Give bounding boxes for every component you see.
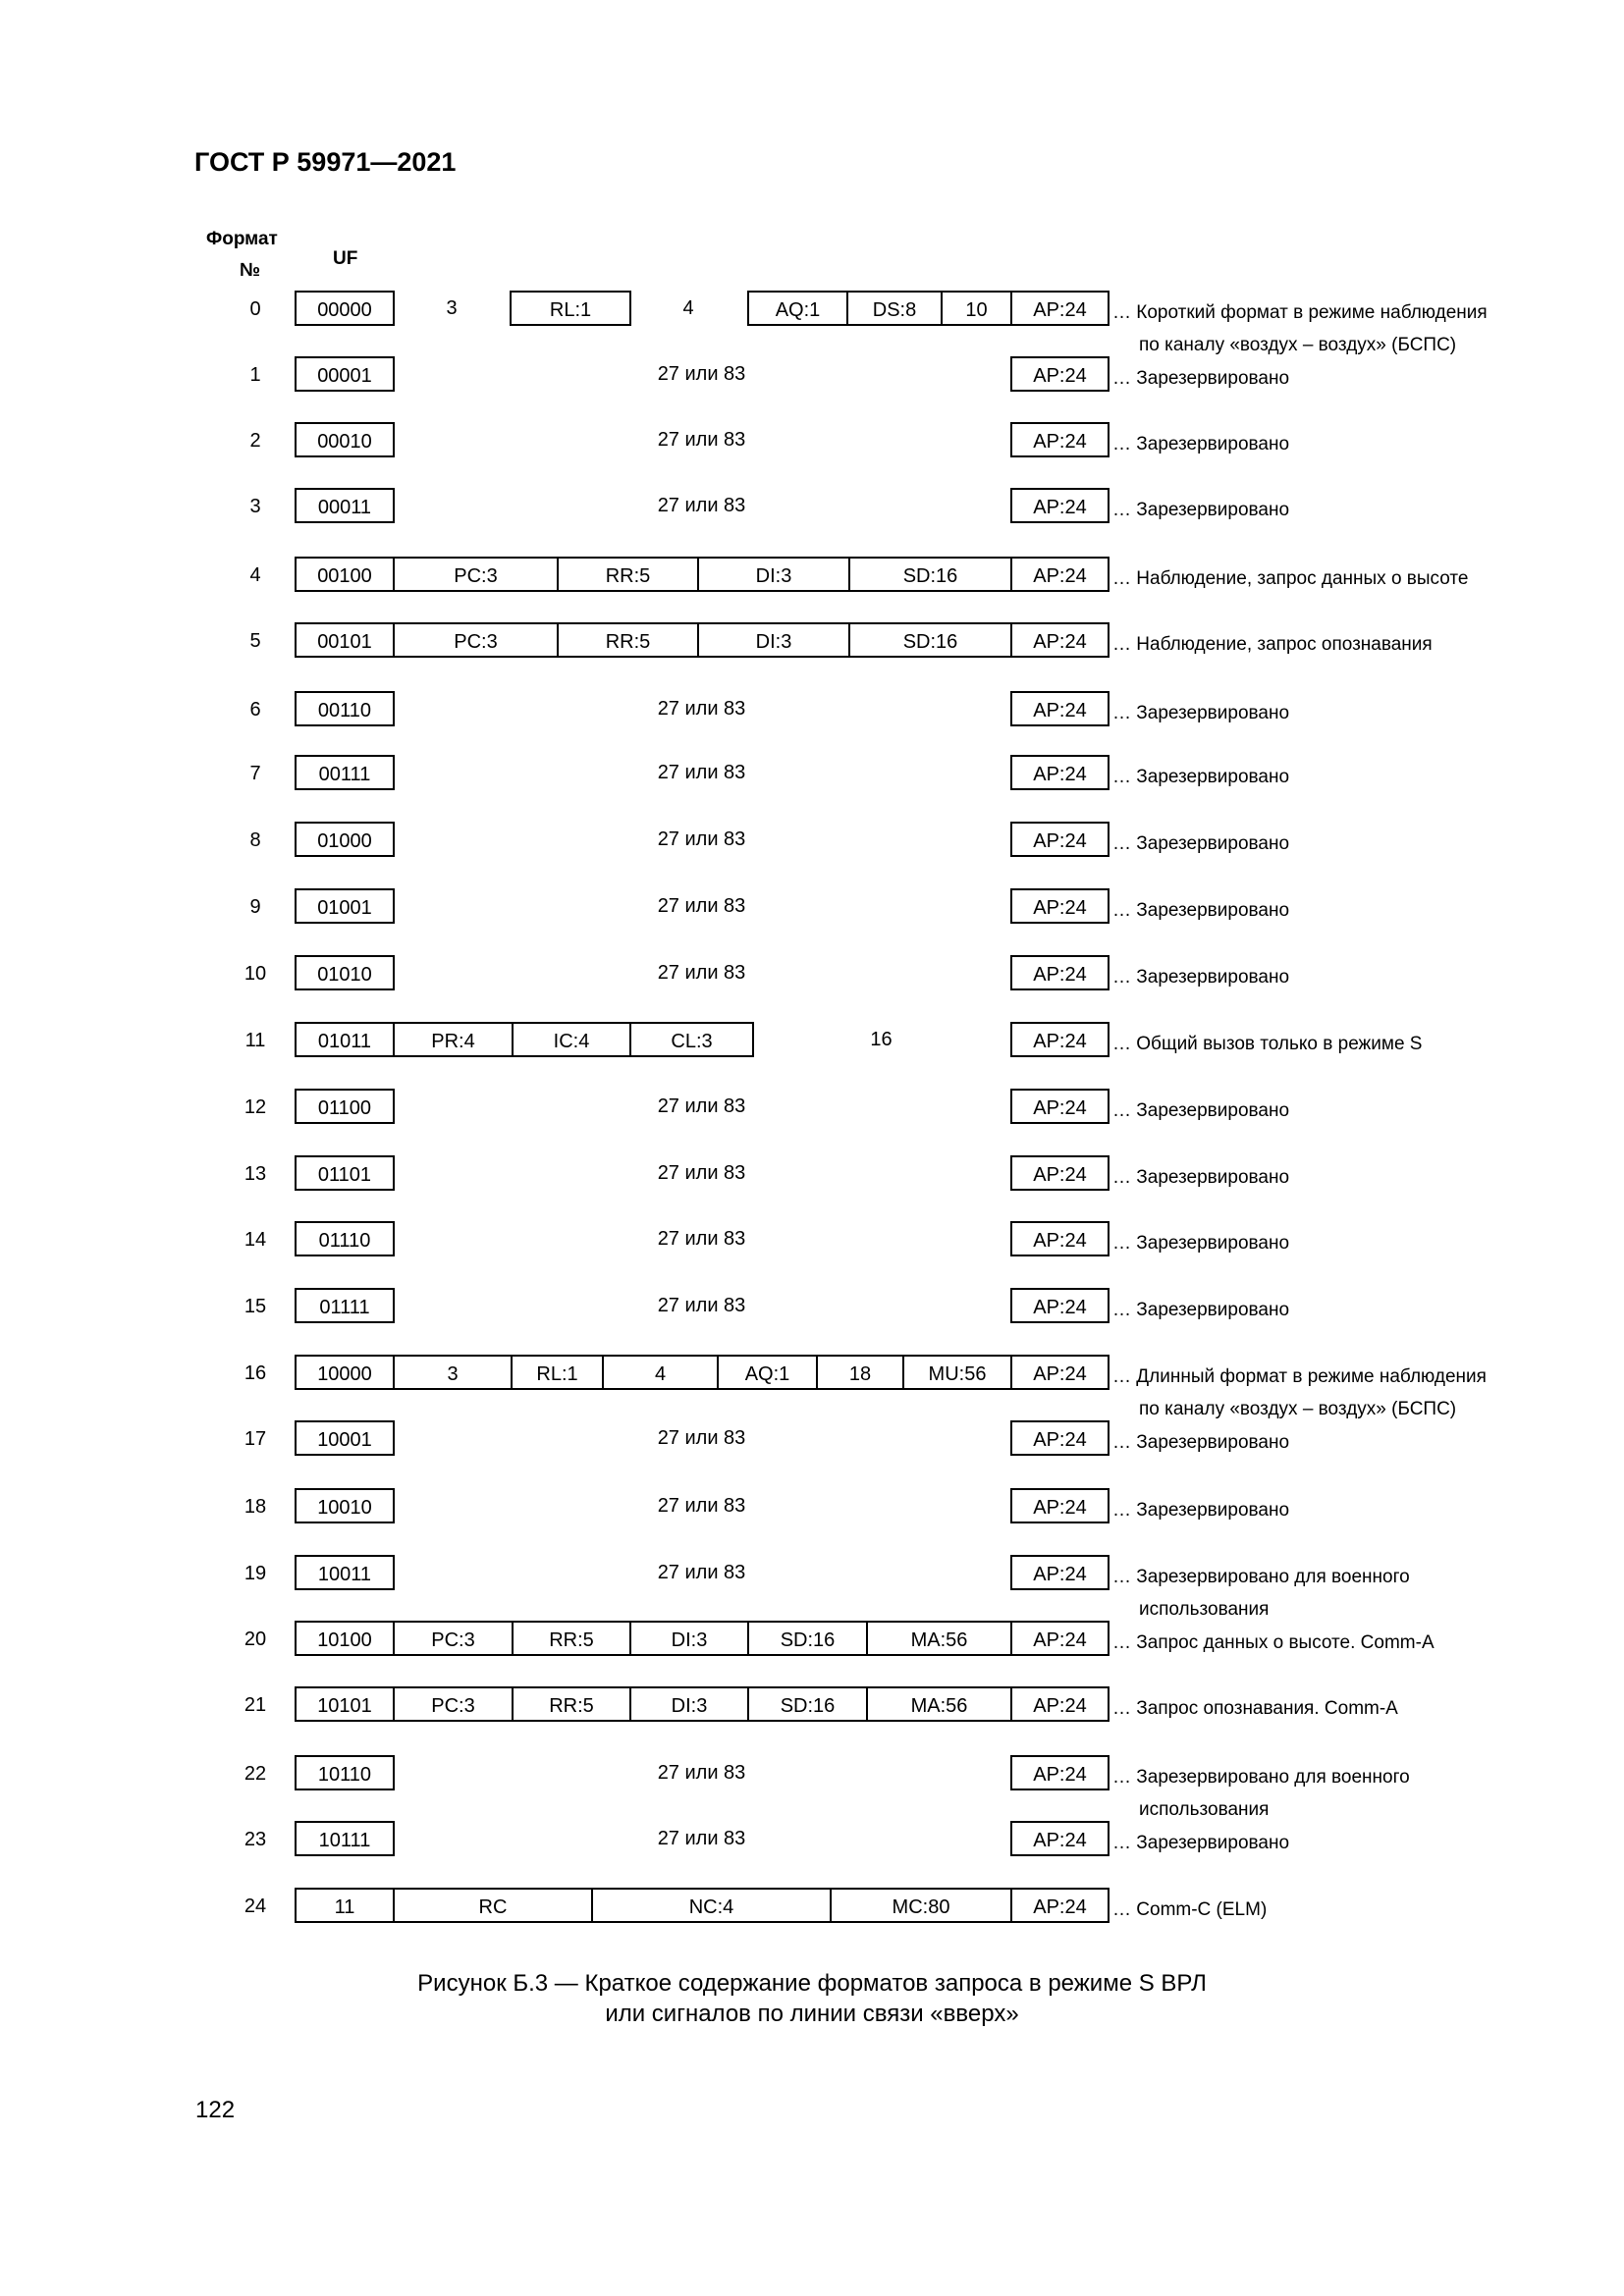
description-line: … Зарезервировано: [1112, 1833, 1290, 1853]
format-description: [1112, 697, 1289, 729]
format-row: [0, 1355, 1624, 1419]
description-line: … Зарезервировано: [1112, 703, 1290, 723]
bit-field-box: MU:56: [902, 1355, 1012, 1390]
format-description: [1112, 1294, 1289, 1326]
format-row: [0, 1755, 1624, 1820]
bit-count-label: 27 или 83: [657, 1495, 746, 1517]
bit-field-box: 10000: [295, 1355, 395, 1390]
bit-count-label: 16: [870, 1029, 893, 1050]
format-number: 13: [244, 1163, 267, 1185]
format-number: 22: [244, 1763, 267, 1785]
bit-field-box: 11: [295, 1888, 395, 1923]
bit-field-box: 10010: [295, 1488, 395, 1523]
caption-line-1: Рисунок Б.3 — Краткое содержание форматов запроса в режиме S ВРЛ: [417, 1970, 1207, 1997]
bit-field-box: AP:24: [1010, 1221, 1110, 1256]
bit-field-box: DI:3: [697, 622, 850, 658]
description-line: … Зарезервировано: [1112, 500, 1290, 520]
bit-field-box: SD:16: [848, 622, 1012, 658]
format-number: 11: [244, 1030, 266, 1051]
description-line: … Запрос данных о высоте. Comm-A: [1112, 1632, 1435, 1653]
bit-field-box: AP:24: [1010, 1755, 1110, 1790]
bit-field-box: 00100: [295, 557, 395, 592]
bit-field-box: PC:3: [393, 622, 559, 658]
format-row: [0, 622, 1624, 660]
bit-field-box: AP:24: [1010, 822, 1110, 857]
bit-field-box: 10111: [295, 1821, 395, 1856]
bit-field-box: AP:24: [1010, 1888, 1110, 1923]
description-line: использования: [1139, 1599, 1270, 1620]
bit-field-box: AP:24: [1010, 1155, 1110, 1191]
bit-field-box: NC:4: [591, 1888, 832, 1923]
format-number: 9: [249, 896, 261, 918]
description-line: использования: [1139, 1799, 1270, 1820]
format-description: [1112, 1761, 1410, 1826]
bit-count-label: 27 или 83: [657, 363, 746, 385]
bit-field-box: RL:1: [511, 1355, 604, 1390]
description-line: … Зарезервировано: [1112, 434, 1290, 454]
bit-field-box: 01011: [295, 1022, 395, 1057]
bit-count-label: 27 или 83: [657, 1095, 746, 1117]
format-description: [1112, 362, 1289, 395]
description-line: … Зарезервировано: [1112, 833, 1290, 854]
format-row: [0, 1686, 1624, 1724]
bit-field-box: 00000: [295, 291, 395, 326]
bit-field-box: AP:24: [1010, 1621, 1110, 1656]
bit-count-label: 27 или 83: [657, 698, 746, 720]
bit-field-box: AQ:1: [717, 1355, 818, 1390]
bit-field-box: 10101: [295, 1686, 395, 1722]
description-line: … Короткий формат в режиме наблюдения: [1112, 302, 1488, 323]
bit-field-box: AP:24: [1010, 488, 1110, 523]
bit-count-label: 27 или 83: [657, 495, 746, 516]
bit-field-box: RR:5: [557, 557, 699, 592]
format-number: 23: [244, 1829, 267, 1850]
bit-field-box: 01111: [295, 1288, 395, 1323]
bit-field-box: 10: [941, 291, 1012, 326]
bit-field-box: 18: [816, 1355, 904, 1390]
bit-field-box: PR:4: [393, 1022, 514, 1057]
bit-field-box: AP:24: [1010, 356, 1110, 392]
bit-field-box: 00110: [295, 691, 395, 726]
bit-count-label: 27 или 83: [657, 1762, 746, 1784]
format-row: [0, 1022, 1624, 1059]
bit-field-box: 10011: [295, 1555, 395, 1590]
format-number: 20: [244, 1629, 267, 1650]
bit-field-box: RC: [393, 1888, 593, 1923]
bit-field-box: AP:24: [1010, 1288, 1110, 1323]
caption-line-2: или сигналов по линии связи «вверх»: [605, 2001, 1019, 2027]
format-number: 4: [249, 564, 261, 586]
format-row: [0, 1488, 1624, 1525]
bit-field-box: AP:24: [1010, 888, 1110, 924]
format-row: [0, 1555, 1624, 1620]
format-description: [1112, 1494, 1289, 1526]
bit-field-box: 4: [602, 1355, 719, 1390]
format-description: [1112, 1692, 1398, 1725]
bit-count-label: 3: [446, 297, 458, 319]
description-line: … Зарезервировано для военного: [1112, 1567, 1410, 1587]
format-row: [0, 888, 1624, 926]
format-description: [1112, 961, 1289, 993]
figure-caption: [321, 1968, 1303, 2029]
format-row: [0, 422, 1624, 459]
description-line: … Зарезервировано: [1112, 900, 1290, 921]
format-number: 0: [249, 298, 261, 320]
bit-field-box: 01010: [295, 955, 395, 990]
bit-field-box: SD:16: [747, 1621, 868, 1656]
description-line: … Наблюдение, запрос опознавания: [1112, 634, 1433, 655]
bit-field-box: 00010: [295, 422, 395, 457]
format-description: [1112, 296, 1488, 361]
bit-field-box: 3: [393, 1355, 513, 1390]
format-description: [1112, 1627, 1435, 1659]
format-description: [1112, 1161, 1289, 1194]
format-row: [0, 557, 1624, 594]
bit-field-box: SD:16: [747, 1686, 868, 1722]
format-row: [0, 1821, 1624, 1858]
bit-field-box: PC:3: [393, 1621, 514, 1656]
bit-field-box: AP:24: [1010, 622, 1110, 658]
bit-field-box: 00001: [295, 356, 395, 392]
bit-field-box: AP:24: [1010, 1488, 1110, 1523]
bit-count-label: 27 или 83: [657, 1162, 746, 1184]
format-description: [1112, 828, 1289, 860]
description-line: … Зарезервировано: [1112, 1167, 1290, 1188]
format-number: 24: [244, 1896, 267, 1917]
description-line: … Зарезервировано: [1112, 767, 1290, 787]
format-number: 10: [244, 963, 267, 985]
description-line: … Запрос опознавания. Comm-A: [1112, 1698, 1398, 1719]
bit-field-box: 01101: [295, 1155, 395, 1191]
format-description: [1112, 1894, 1267, 1926]
description-line: … Comm-C (ELM): [1112, 1899, 1268, 1920]
format-description: [1112, 1827, 1289, 1859]
bit-field-box: MA:56: [866, 1686, 1012, 1722]
format-number: 5: [249, 630, 261, 652]
bit-field-box: RR:5: [512, 1686, 631, 1722]
description-line: по каналу «воздух – воздух» (БСПС): [1139, 335, 1457, 355]
format-row: [0, 755, 1624, 792]
bit-field-box: AP:24: [1010, 1420, 1110, 1456]
bit-field-box: 01000: [295, 822, 395, 857]
format-row: [0, 691, 1624, 728]
format-description: [1112, 1361, 1487, 1425]
bit-field-box: AP:24: [1010, 755, 1110, 790]
bit-count-label: 27 или 83: [657, 429, 746, 451]
format-row: [0, 1155, 1624, 1193]
document-header: ГОСТ Р 59971—2021: [194, 147, 457, 177]
bit-count-label: 27 или 83: [657, 1562, 746, 1583]
bit-count-label: 27 или 83: [657, 1828, 746, 1849]
format-number: 6: [249, 699, 261, 721]
bit-count-label: 27 или 83: [657, 962, 746, 984]
bit-count-label: 27 или 83: [657, 828, 746, 850]
bit-field-box: AP:24: [1010, 1555, 1110, 1590]
format-description: [1112, 761, 1289, 793]
bit-field-box: MC:80: [830, 1888, 1012, 1923]
format-row: [0, 822, 1624, 859]
format-description: [1112, 1227, 1289, 1259]
format-row: [0, 356, 1624, 394]
description-line: … Зарезервировано: [1112, 1432, 1290, 1453]
format-number: 15: [244, 1296, 267, 1317]
bit-field-box: 01001: [295, 888, 395, 924]
bit-field-box: AP:24: [1010, 1821, 1110, 1856]
format-number: 19: [244, 1563, 267, 1584]
format-number: 8: [249, 829, 261, 851]
format-row: [0, 291, 1624, 355]
format-description: [1112, 894, 1289, 927]
bit-field-box: PC:3: [393, 1686, 514, 1722]
bit-field-box: RR:5: [557, 622, 699, 658]
description-line: … Зарезервировано: [1112, 368, 1290, 389]
bit-field-box: RL:1: [510, 291, 631, 326]
bit-field-box: AP:24: [1010, 1686, 1110, 1722]
bit-field-box: 00111: [295, 755, 395, 790]
column-header-format: Формат: [206, 229, 278, 249]
format-description: [1112, 628, 1433, 661]
bit-field-box: 00101: [295, 622, 395, 658]
bit-field-box: DI:3: [629, 1686, 749, 1722]
column-header-number: №: [240, 260, 261, 281]
description-line: … Общий вызов только в режиме S: [1112, 1034, 1423, 1054]
format-number: 12: [244, 1096, 267, 1118]
format-description: [1112, 1095, 1289, 1127]
bit-field-box: AP:24: [1010, 691, 1110, 726]
format-row: [0, 1288, 1624, 1325]
format-row: [0, 955, 1624, 992]
bit-field-box: DI:3: [697, 557, 850, 592]
bit-field-box: 10001: [295, 1420, 395, 1456]
bit-field-box: RR:5: [512, 1621, 631, 1656]
format-number: 3: [249, 496, 261, 517]
bit-field-box: CL:3: [629, 1022, 754, 1057]
format-description: [1112, 1561, 1410, 1626]
bit-count-label: 27 или 83: [657, 762, 746, 783]
format-number: 14: [244, 1229, 267, 1251]
description-line: … Зарезервировано: [1112, 1300, 1290, 1320]
bit-count-label: 27 или 83: [657, 1295, 746, 1316]
description-line: … Зарезервировано: [1112, 1100, 1290, 1121]
bit-field-box: DS:8: [846, 291, 943, 326]
format-number: 1: [249, 364, 261, 386]
format-number: 7: [249, 763, 261, 784]
format-description: [1112, 1028, 1422, 1060]
format-number: 2: [249, 430, 261, 452]
format-row: [0, 1089, 1624, 1126]
bit-field-box: MA:56: [866, 1621, 1012, 1656]
bit-field-box: IC:4: [512, 1022, 631, 1057]
description-line: … Зарезервировано: [1112, 1233, 1290, 1254]
bit-field-box: AP:24: [1010, 291, 1110, 326]
format-number: 17: [244, 1428, 267, 1450]
bit-field-box: 01110: [295, 1221, 395, 1256]
format-number: 18: [244, 1496, 267, 1518]
format-row: [0, 1621, 1624, 1658]
bit-field-box: DI:3: [629, 1621, 749, 1656]
bit-count-label: 4: [682, 297, 694, 319]
bit-field-box: SD:16: [848, 557, 1012, 592]
format-number: 16: [244, 1362, 267, 1384]
format-description: [1112, 562, 1468, 595]
bit-field-box: AP:24: [1010, 955, 1110, 990]
format-row: [0, 1420, 1624, 1458]
bit-field-box: AP:24: [1010, 557, 1110, 592]
page-number: 122: [195, 2097, 236, 2123]
bit-field-box: AP:24: [1010, 1022, 1110, 1057]
bit-field-box: 01100: [295, 1089, 395, 1124]
bit-field-box: AP:24: [1010, 1089, 1110, 1124]
bit-field-box: AP:24: [1010, 1355, 1110, 1390]
format-description: [1112, 1426, 1289, 1459]
format-description: [1112, 494, 1289, 526]
bit-field-box: 00011: [295, 488, 395, 523]
column-header-uf: UF: [333, 248, 358, 269]
format-row: [0, 1888, 1624, 1925]
bit-field-box: AP:24: [1010, 422, 1110, 457]
bit-count-label: 27 или 83: [657, 895, 746, 917]
description-line: … Наблюдение, запрос данных о высоте: [1112, 568, 1469, 589]
bit-count-label: 27 или 83: [657, 1427, 746, 1449]
description-line: … Зарезервировано: [1112, 967, 1290, 988]
bit-field-box: PC:3: [393, 557, 559, 592]
description-line: … Зарезервировано: [1112, 1500, 1290, 1521]
bit-field-box: AQ:1: [747, 291, 848, 326]
bit-count-label: 27 или 83: [657, 1228, 746, 1250]
bit-field-box: 10100: [295, 1621, 395, 1656]
description-line: по каналу «воздух – воздух» (БСПС): [1139, 1399, 1457, 1419]
format-row: [0, 1221, 1624, 1258]
format-row: [0, 488, 1624, 525]
bit-field-box: 10110: [295, 1755, 395, 1790]
description-line: … Зарезервировано для военного: [1112, 1767, 1410, 1788]
format-number: 21: [244, 1694, 267, 1716]
format-description: [1112, 428, 1289, 460]
description-line: … Длинный формат в режиме наблюдения: [1112, 1366, 1487, 1387]
